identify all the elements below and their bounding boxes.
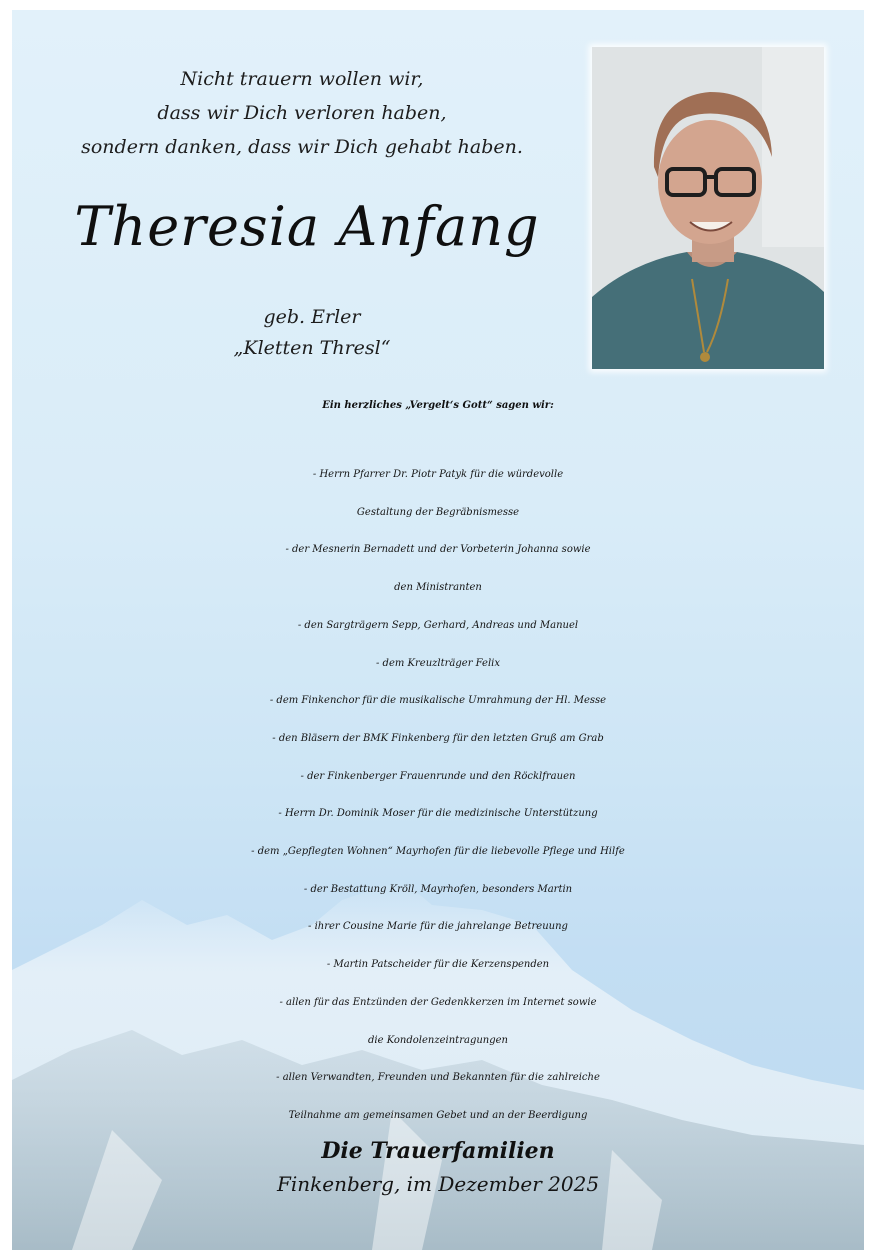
thanks-line: - allen für das Entzünden der Gedenkkerzen im Internet sowie — [279, 996, 597, 1008]
motto-line: Nicht trauern wollen wir, — [180, 68, 424, 90]
thanks-line: - ihrer Cousine Marie für die jahrelange Betreuung — [308, 921, 568, 933]
thanks-line: - dem Finkenchor für die musikalische Umrahmung der Hl. Messe — [269, 695, 607, 707]
place-date: Finkenberg, im Dezember 2025 — [276, 1172, 600, 1196]
motto-line: sondern danken, dass wir Dich gehabt haben. — [81, 136, 523, 158]
thanks-line: - Martin Patscheider für die Kerzenspenden — [326, 959, 550, 971]
thanks-line: - Herrn Dr. Dominik Moser für die medizinische Unterstützung — [278, 808, 598, 820]
thanks-line: - dem „Gepflegten Wohnen“ Mayrhofen für die liebevolle Pflege und Hilfe — [251, 846, 625, 858]
portrait-photo — [592, 47, 824, 369]
thanks-line: - Herrn Pfarrer Dr. Piotr Patyk für die würdevolle — [312, 469, 564, 480]
obituary-card — [12, 10, 864, 1250]
thanks-line: - allen Verwandten, Freunden und Bekannten für die zahlreiche — [276, 1072, 600, 1084]
thanks-list — [12, 456, 864, 1135]
maiden-name-block — [192, 302, 432, 364]
motto — [52, 62, 552, 164]
thanks-line: die Kondolenzeintragungen — [368, 1034, 508, 1046]
nickname: „Kletten Thresl“ — [233, 337, 391, 359]
motto-line: dass wir Dich verloren haben, — [157, 102, 447, 124]
thanks-line: den Ministranten — [394, 582, 482, 594]
portrait-illustration — [592, 47, 824, 369]
thanks-line: - dem Kreuzlträger Felix — [376, 657, 500, 669]
thanks-line: - der Bestattung Kröll, Mayrhofen, besonders Martin — [303, 883, 573, 895]
thanks-line: - den Bläsern der BMK Finkenberg für den letzten Gruß am Grab — [272, 732, 604, 744]
thanks-line: Teilnahme am gemeinsamen Gebet und an der Beerdigung — [288, 1109, 588, 1121]
deceased-name: Theresia Anfang — [74, 195, 540, 258]
signature: Die Trauerfamilien — [321, 1138, 555, 1164]
thanks-line: - der Finkenberger Frauenrunde und den Röcklfrauen — [300, 770, 576, 782]
birth-name: geb. Erler — [263, 306, 361, 328]
thanks-line: - den Sargträgern Sepp, Gerhard, Andreas und Manuel — [297, 619, 579, 631]
thanks-line: - der Mesnerin Bernadett und der Vorbeterin Johanna sowie — [285, 544, 591, 556]
thanks-heading: Ein herzliches „Vergelt‘s Gott“ sagen wir: — [322, 400, 554, 411]
thanks-line: Gestaltung der Begräbnismesse — [356, 506, 520, 518]
